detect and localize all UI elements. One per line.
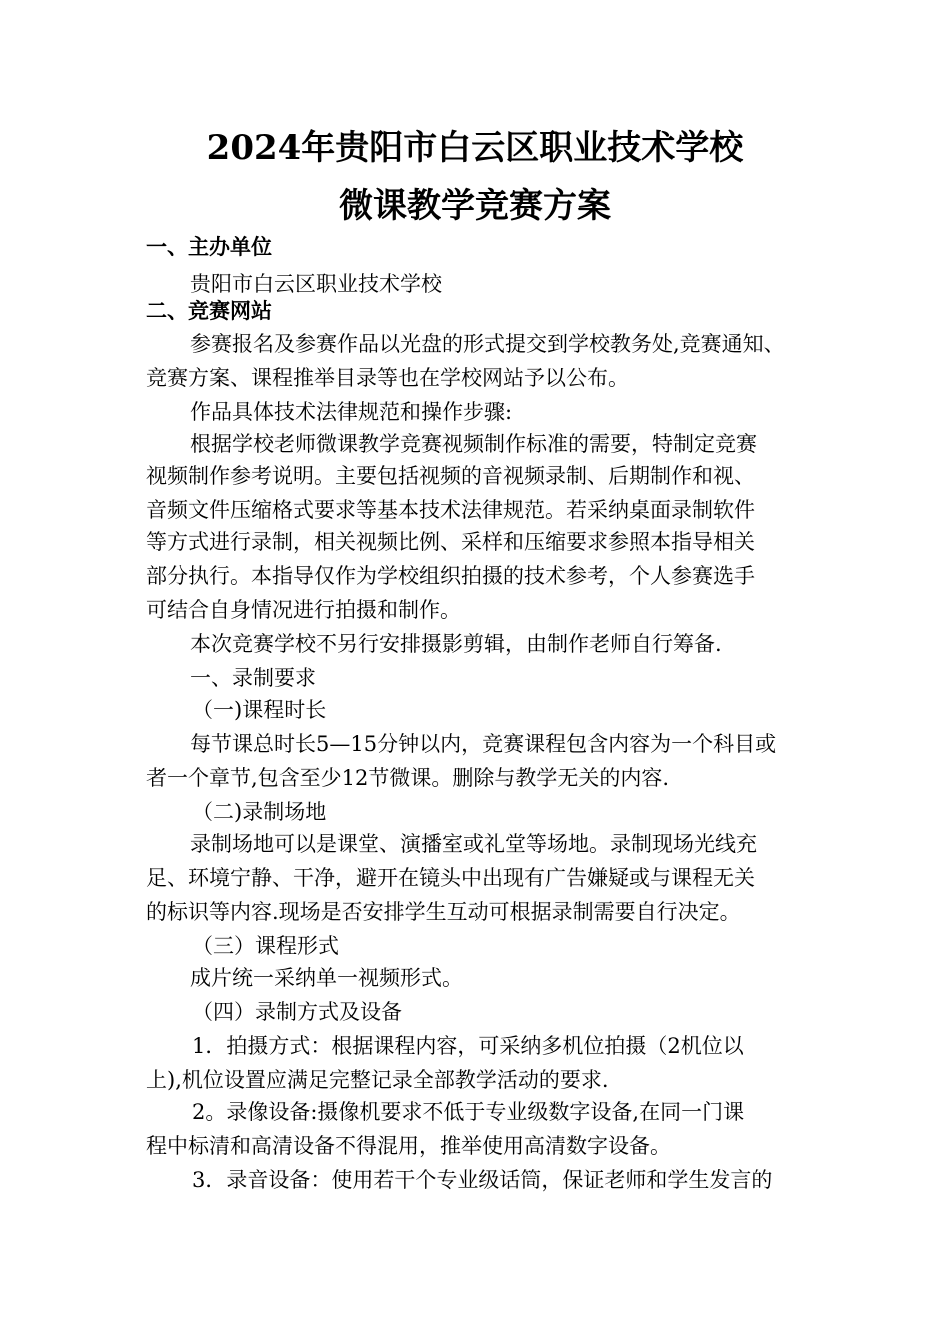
paragraph-line: 1．拍摄方式：根据课程内容，可采纳多机位拍摄（2机位以 [192, 1034, 744, 1058]
paragraph-line: 可结合自身情况进行拍摄和制作。 [146, 598, 461, 622]
item-heading-duration: （一)课程时长 [192, 698, 327, 722]
paragraph-line: 程中标清和高清设备不得混用，推举使用高清数字设备。 [146, 1134, 671, 1158]
organizer-name: 贵阳市白云区职业技术学校 [190, 272, 442, 296]
paragraph-line: 的标识等内容.现场是否安排学生互动可根据录制需要自行决定。 [146, 900, 741, 924]
paragraph-line: 视频制作参考说明。主要包括视频的音视频录制、后期制作和视、 [146, 464, 755, 488]
paragraph-line: 参赛报名及参赛作品以光盘的形式提交到学校教务处,竞赛通知、 [190, 332, 785, 356]
paragraph-line: 2。录像设备:摄像机要求不低于专业级数字设备,在同一门课 [192, 1100, 745, 1124]
paragraph-line: 每节课总时长5—15分钟以内，竞赛课程包含内容为一个科目或 [190, 732, 777, 756]
paragraph-line: 录制场地可以是课堂、演播室或礼堂等场地。录制现场光线充 [190, 832, 757, 856]
paragraph-line: 成片统一采纳单一视频形式。 [190, 966, 463, 990]
sub-heading-recording-requirements: 一、录制要求 [190, 666, 316, 690]
paragraph-line: 足、环境宁静、干净，避开在镜头中出现有广告嫌疑或与课程无关 [146, 866, 755, 890]
item-heading-equipment: （四）录制方式及设备 [192, 1000, 402, 1024]
paragraph-line: 等方式进行录制，相关视频比例、采样和压缩要求参照本指导相关 [146, 530, 755, 554]
item-heading-format: （三）课程形式 [192, 934, 339, 958]
item-heading-venue: （二)录制场地 [192, 800, 327, 824]
document-title-line-1: 2024年贵阳市白云区职业技术学校 [206, 128, 744, 168]
paragraph-line: 部分执行。本指导仅作为学校组织拍摄的技术参考，个人参赛选手 [146, 564, 755, 588]
document-title-line-2: 微课教学竞赛方案 [339, 186, 611, 226]
paragraph-line: 音频文件压缩格式要求等基本技术法律规范。若采纳桌面录制软件 [146, 498, 755, 522]
section-heading-website: 二、竞赛网站 [146, 298, 272, 323]
paragraph-line: 者一个章节,包含至少12节微课。删除与教学无关的内容. [146, 766, 670, 790]
paragraph-line: 本次竞赛学校不另行安排摄影剪辑，由制作老师自行筹备. [190, 632, 722, 656]
paragraph-line: 3．录音设备：使用若干个专业级话筒，保证老师和学生发言的 [192, 1168, 773, 1192]
paragraph-line: 竞赛方案、课程推举目录等也在学校网站予以公布。 [146, 366, 629, 390]
paragraph-line: 根据学校老师微课教学竞赛视频制作标准的需要，特制定竞赛 [190, 432, 757, 456]
paragraph-line: 上),机位设置应满足完整记录全部教学活动的要求. [146, 1068, 609, 1092]
paragraph-line: 作品具体技术法律规范和操作步骤: [190, 400, 513, 424]
section-heading-organizer: 一、主办单位 [146, 234, 272, 259]
